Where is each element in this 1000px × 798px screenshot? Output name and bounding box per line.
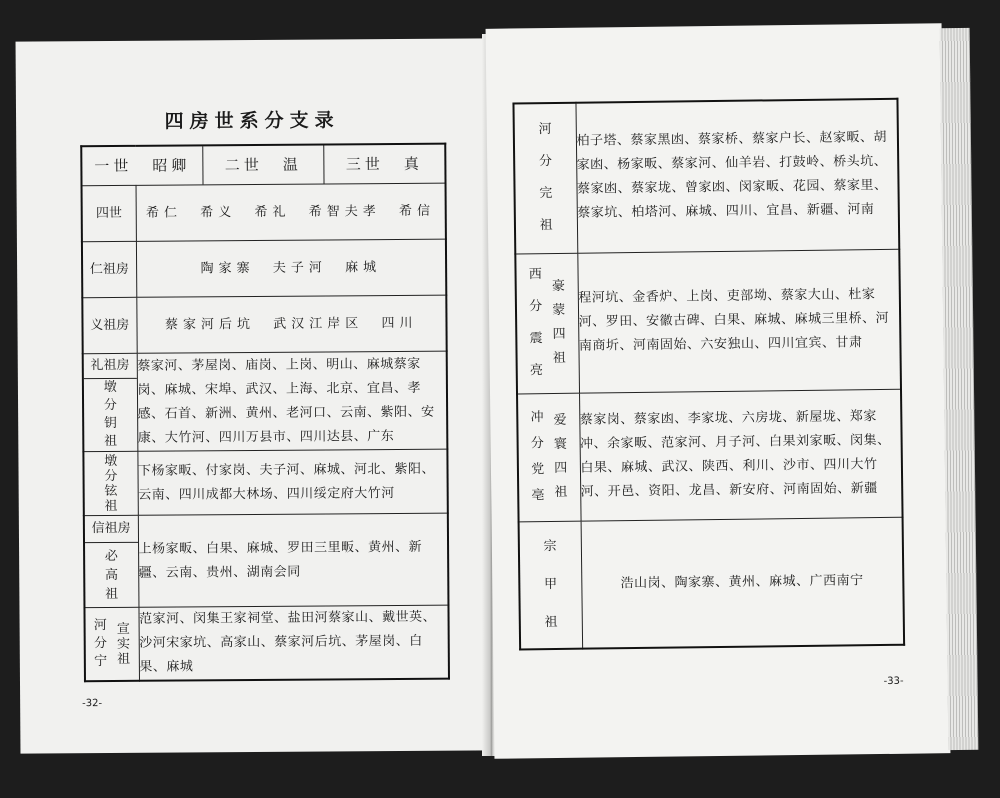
generation-header-row <box>81 144 445 186</box>
label-char: 祖 <box>539 218 553 234</box>
label-char: 分 <box>104 468 118 484</box>
label-char: 分 <box>529 299 543 315</box>
page-title: 四房世系分支录 <box>164 109 340 133</box>
gen3-name: 真 <box>403 154 423 173</box>
table-row <box>82 239 446 298</box>
row-label: 四世 <box>82 185 136 241</box>
label-char: 寰 <box>553 436 567 453</box>
label-char: 高 <box>104 567 119 583</box>
row-label: 信祖房 <box>85 516 138 543</box>
label-char: 墩 <box>103 379 117 396</box>
gen1-name: 昭卿 <box>152 156 191 175</box>
row-label <box>86 617 139 671</box>
row-content: 希仁 希义 希礼 希智夫孝 希信 <box>136 183 446 241</box>
label-right-column <box>117 617 130 671</box>
label-char: 蒙 <box>552 302 566 319</box>
label-char: 祖 <box>105 586 119 602</box>
left-genealogy-table <box>80 143 450 683</box>
left-page <box>16 38 493 753</box>
label-char: 震 <box>529 331 543 347</box>
row-label <box>515 114 577 243</box>
table-row <box>82 295 446 354</box>
gen1-cell <box>82 146 203 185</box>
label-char: 河 <box>538 122 552 138</box>
label-left-column <box>529 259 544 387</box>
right-genealogy-table <box>512 98 905 651</box>
label-char: 完 <box>539 186 553 202</box>
label-char: 祖 <box>117 651 131 667</box>
label-char: 祖 <box>544 614 558 630</box>
row-content: 程河坑、金香炉、上岗、吏部坳、蔡家大山、杜家河、罗田、安徽古碑、白果、麻城、麻城三里桥、河南商圻、河南固始、六安独山、四川宜宾、甘肃 <box>577 249 901 393</box>
row-label: 礼祖房 <box>84 354 137 379</box>
row-sublabel <box>85 543 138 607</box>
label-char: 祖 <box>552 350 566 367</box>
label-char: 甲 <box>543 576 558 592</box>
gen2-label: 二世 <box>224 155 263 175</box>
label-char: 祖 <box>554 484 568 501</box>
table-row <box>517 389 903 522</box>
label-char: 亮 <box>529 363 544 379</box>
label-char: 宗 <box>543 538 557 554</box>
row-label <box>518 405 580 510</box>
table-row <box>82 183 446 242</box>
label-char: 宣 <box>116 621 130 637</box>
label-char: 分 <box>103 397 117 414</box>
label-char: 祖 <box>104 498 118 514</box>
label-char: 实 <box>116 636 131 652</box>
label-char: 墩 <box>104 453 118 469</box>
row-sublabel <box>84 379 137 451</box>
label-char: 四 <box>554 460 568 477</box>
right-page <box>486 23 951 759</box>
row-label <box>84 453 137 513</box>
table-row <box>515 249 901 394</box>
row-content: 蔡家河后坑 武汉江岸区 四川 <box>136 295 446 353</box>
page-number: -32- <box>82 698 103 710</box>
row-label <box>520 527 582 642</box>
gen2-cell <box>203 146 324 185</box>
label-right-column <box>552 259 567 387</box>
gen3-label: 三世 <box>345 155 384 174</box>
label-char: 必 <box>104 548 118 564</box>
gen1-label: 一世 <box>94 156 133 176</box>
row-content: 柏子塔、蔡家黑凼、蔡家桥、蔡家户长、赵家畈、胡家凼、杨家畈、蔡家河、仙羊岩、打鼓岭、桥头坑、蔡家凼、蔡家垅、曾家凼、闵家畈、花园、蔡家里、蔡家坑、柏塔河、麻城、四川、宜昌、新疆、河南 <box>575 99 899 253</box>
label-char: 宁 <box>94 654 108 670</box>
row-content: 上杨家畈、白果、麻城、罗田三里畈、黄州、新疆、云南、贵州、湖南会同 <box>138 513 449 607</box>
row-content: 蔡家岗、蔡家凼、李家垅、六房垅、新屋垅、郑家冲、余家畈、范家河、月子河、白果刘家畈、闵集、白果、麻城、武汉、陕西、利川、沙市、四川大竹河、开邑、资阳、龙昌、新安府、河南固始、新疆 <box>579 389 903 521</box>
label-char: 亳 <box>531 488 545 504</box>
row-content: 陶家寨 夫子河 麻城 <box>136 239 446 297</box>
gen3-cell <box>324 145 444 184</box>
gen2-name: 温 <box>282 155 302 174</box>
table-row <box>513 99 899 254</box>
table-row <box>84 605 449 681</box>
label-char: 四 <box>552 326 566 343</box>
row-label <box>516 259 578 388</box>
label-char: 爱 <box>553 412 567 429</box>
label-char: 河 <box>93 618 107 634</box>
label-char: 冲 <box>530 410 544 426</box>
row-content: 范家河、闵集王家祠堂、盐田河蔡家山、戴世英、沙河宋家坑、高家山、蔡家河后坑、茅屋岗、白果、麻城 <box>138 605 449 681</box>
row-content: 蔡家河、茅屋岗、庙岗、上岗、明山、麻城蔡家岗、麻城、宋埠、武汉、上海、北京、宜昌、孝感、石首、新洲、黄州、老河口、云南、紫阳、安康、大竹河、四川万县市、四川达县、广东 <box>137 351 448 451</box>
page-number: -33- <box>883 675 904 687</box>
label-char: 西 <box>528 267 542 283</box>
table-row <box>83 449 447 516</box>
label-left-column <box>530 405 544 509</box>
label-char: 豪 <box>551 278 566 295</box>
table-row <box>83 351 448 452</box>
row-label: 仁祖房 <box>82 241 136 297</box>
row-content: 下杨家畈、付家岗、夫子河、麻城、河北、紫阳、云南、四川成都大林场、四川绥定府大竹河 <box>137 449 447 515</box>
label-char: 铉 <box>104 483 118 499</box>
label-right-column <box>553 405 567 509</box>
label-left-column <box>94 617 107 671</box>
label-char: 党 <box>531 462 545 478</box>
label-char: 祖 <box>103 433 118 450</box>
label-char: 分 <box>530 436 544 452</box>
label-char: 分 <box>538 154 553 170</box>
row-label: 义祖房 <box>82 297 136 353</box>
row-content: 浩山岗、陶家寨、黄州、麻城、广西南宁 <box>581 517 905 649</box>
table-row <box>84 513 449 608</box>
label-char: 分 <box>93 636 108 652</box>
label-char: 钥 <box>103 415 117 432</box>
table-row <box>519 517 905 650</box>
